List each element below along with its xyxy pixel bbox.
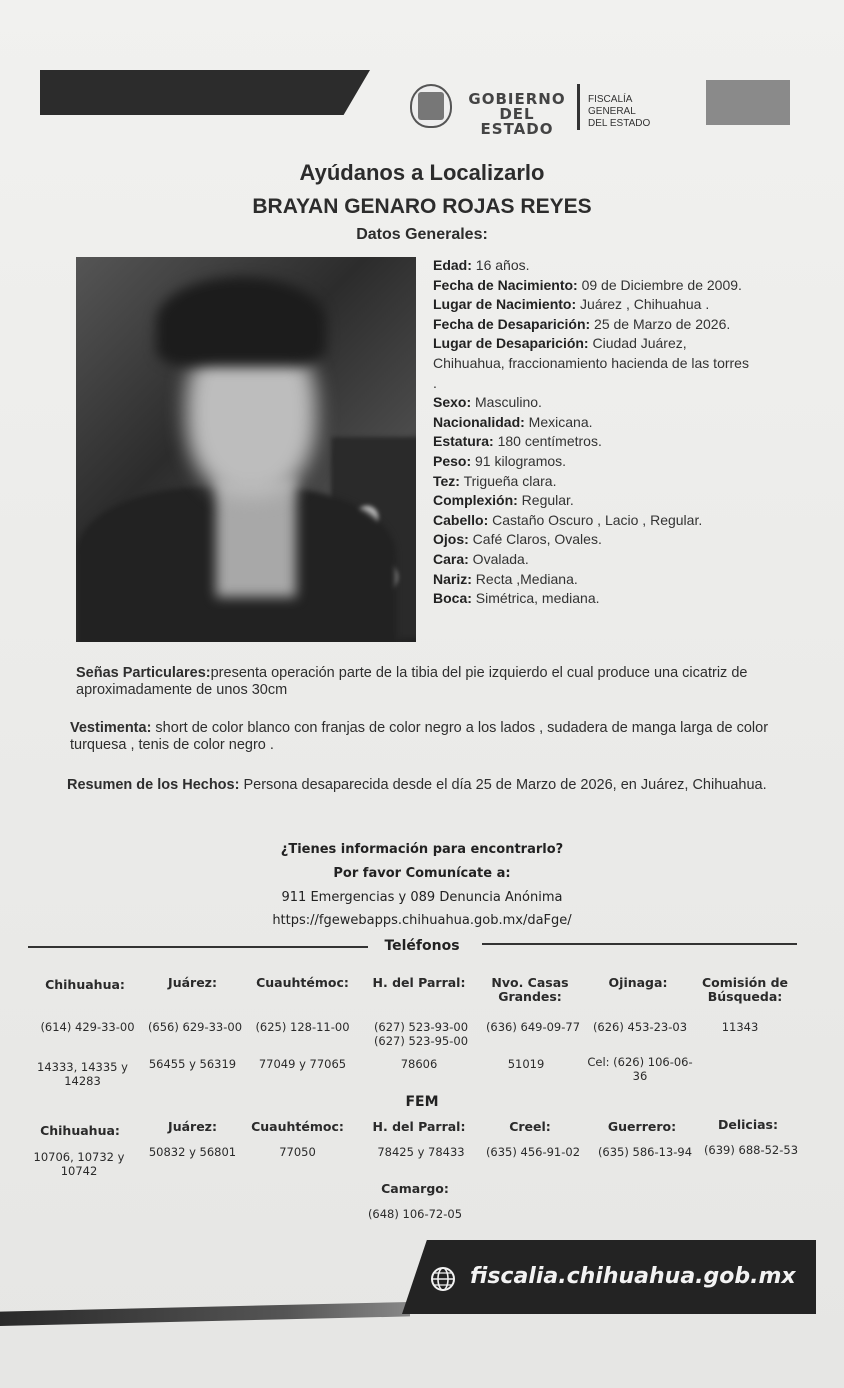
fem-header: H. del Parral: bbox=[372, 1119, 466, 1134]
fiscalia-line2: DEL ESTADO bbox=[588, 118, 651, 129]
detail-label: Peso: bbox=[433, 452, 472, 469]
detail-label: Estatura: bbox=[433, 433, 494, 450]
detail-value: 25 de Marzo de 2026. bbox=[590, 315, 731, 332]
contact-question: ¿Tienes información para encontrarlo? bbox=[280, 842, 564, 857]
contact-favor: Por favor Comunícate a: bbox=[333, 866, 511, 881]
detail-row bbox=[433, 276, 753, 296]
detail-label: Complexión: bbox=[433, 492, 518, 509]
detail-value: 180 centímetros. bbox=[493, 433, 602, 450]
detail-row bbox=[433, 315, 753, 335]
vestimenta-value: short de color blanco con franjas de color negro a los lados , sudadera de manga larga de color turquesa , tenis de color negro . bbox=[70, 720, 769, 753]
section-heading: Datos Generales: bbox=[356, 226, 488, 243]
fiscalia-line1: FISCALÍA GENERAL bbox=[588, 94, 636, 117]
senas-label: Señas Particulares: bbox=[76, 665, 211, 681]
vestimenta bbox=[70, 720, 770, 754]
detail-row bbox=[433, 491, 753, 511]
detail-row bbox=[433, 413, 753, 433]
tel-header: Cuauhtémoc: bbox=[256, 975, 349, 990]
fiscalia-logo-text bbox=[588, 94, 678, 130]
detail-label: Edad: bbox=[433, 257, 472, 273]
fem-header: Creel: bbox=[509, 1119, 551, 1134]
tel-cell: (636) 649-09-77 bbox=[485, 1020, 581, 1034]
tel-cell: 51019 bbox=[507, 1057, 545, 1071]
detail-value: Ciudad Juárez, Chihuahua, fraccionamiento hacienda de las torres . bbox=[433, 335, 749, 391]
tel-header: Chihuahua: bbox=[45, 977, 125, 992]
fem-header: Guerrero: bbox=[607, 1119, 677, 1134]
detail-label: Ojos: bbox=[433, 531, 469, 548]
contact-emergencias: 911 Emergencias y 089 Denuncia Anónima bbox=[281, 890, 563, 905]
resumen-label: Resumen de los Hechos: bbox=[67, 777, 240, 793]
tel-header: Juárez: bbox=[168, 975, 217, 990]
camargo-label: Camargo: bbox=[381, 1181, 449, 1196]
detail-row bbox=[433, 472, 753, 492]
gobierno-line2: DEL ESTADO bbox=[480, 105, 554, 138]
details-list bbox=[433, 256, 753, 609]
person-name: BRAYAN GENARO ROJAS REYES bbox=[252, 195, 592, 218]
page-title: Ayúdanos a Localizarlo bbox=[299, 160, 545, 185]
fem-cell: 77050 bbox=[279, 1145, 316, 1159]
footer-strip bbox=[0, 1302, 410, 1326]
senas-value: presenta operación parte de la tibia del pie izquierdo el cual produce una cicatriz de aproximadamente de unos 30cm bbox=[76, 665, 748, 698]
detail-label: Lugar de Desaparición: bbox=[433, 335, 589, 352]
detail-row bbox=[433, 511, 753, 531]
fem-cell: 10706, 10732 y 10742 bbox=[33, 1150, 125, 1178]
fem-header: Juárez: bbox=[168, 1119, 217, 1134]
detail-label: Boca: bbox=[433, 590, 472, 607]
senas-particulares bbox=[76, 665, 766, 699]
detail-row bbox=[433, 334, 753, 393]
fem-cell: (639) 688-52-53 bbox=[703, 1143, 799, 1157]
resumen-hechos bbox=[67, 777, 777, 794]
tel-header: H. del Parral: bbox=[372, 975, 466, 990]
tel-cell: (614) 429-33-00 bbox=[40, 1020, 135, 1034]
detail-label: Fecha de Desaparición: bbox=[433, 315, 591, 332]
gobierno-logo-text bbox=[462, 92, 572, 137]
fem-cell: 50832 y 56801 bbox=[148, 1145, 237, 1159]
state-seal-icon bbox=[410, 84, 452, 128]
detail-row bbox=[433, 589, 753, 609]
detail-value: Masculino. bbox=[471, 394, 542, 411]
detail-row bbox=[433, 570, 753, 590]
detail-value: Café Claros, Ovales. bbox=[468, 531, 602, 548]
detail-row bbox=[433, 393, 753, 413]
tel-cell: 11343 bbox=[721, 1020, 759, 1034]
detail-row bbox=[433, 550, 753, 570]
tel-cell: (626) 453-23-03 bbox=[592, 1020, 688, 1034]
detail-row bbox=[433, 530, 753, 550]
tel-cell: 77049 y 77065 bbox=[258, 1057, 347, 1071]
detail-value: Recta ,Mediana. bbox=[471, 570, 578, 587]
detail-label: Fecha de Nacimiento: bbox=[433, 276, 578, 293]
detail-value: Regular. bbox=[517, 492, 574, 509]
tel-header: Comisión de Búsqueda: bbox=[701, 975, 789, 1004]
tel-header: Ojinaga: bbox=[608, 975, 668, 990]
tel-cell: (656) 629-33-00 bbox=[147, 1020, 243, 1034]
detail-label: Cabello: bbox=[433, 511, 489, 528]
detail-value: 09 de Diciembre de 2009. bbox=[577, 276, 742, 293]
fem-title: FEM bbox=[405, 1094, 439, 1110]
detail-value: Simétrica, mediana. bbox=[471, 590, 600, 607]
fem-cell: (635) 456-91-02 bbox=[485, 1145, 581, 1159]
detail-value: Juárez , Chihuahua . bbox=[576, 296, 710, 313]
header-gray-band bbox=[706, 80, 790, 125]
detail-label: Tez: bbox=[433, 472, 460, 489]
person-photo bbox=[76, 257, 416, 642]
detail-value: Mexicana. bbox=[524, 413, 593, 430]
fem-header: Cuauhtémoc: bbox=[251, 1119, 344, 1134]
logo-divider bbox=[577, 84, 580, 130]
tel-cell: 14333, 14335 y 14283 bbox=[37, 1060, 128, 1088]
header-dark-band bbox=[40, 70, 370, 115]
detail-value: 91 kilogramos. bbox=[471, 452, 567, 469]
gobierno-line1: GOBIERNO bbox=[468, 90, 566, 108]
detail-value: Castaño Oscuro , Lacio , Regular. bbox=[488, 511, 703, 528]
fem-header: Chihuahua: bbox=[40, 1123, 120, 1138]
tel-cell: Cel: (626) 106-06-36 bbox=[587, 1055, 693, 1083]
detail-value: Trigueña clara. bbox=[459, 472, 557, 489]
detail-row bbox=[433, 432, 753, 452]
contact-url[interactable]: https://fgewebapps.chihuahua.gob.mx/daFge/ bbox=[272, 913, 572, 928]
fem-header: Delicias: bbox=[718, 1117, 778, 1132]
footer-website-link[interactable]: fiscalia.chihuahua.gob.mx bbox=[470, 1264, 796, 1289]
detail-value: 16 años. bbox=[471, 257, 530, 273]
detail-row bbox=[433, 256, 753, 276]
detail-label: Cara: bbox=[433, 550, 469, 567]
telefonos-title: Teléfonos bbox=[384, 938, 460, 954]
fem-cell: (635) 586-13-94 bbox=[597, 1145, 693, 1159]
detail-label: Nacionalidad: bbox=[433, 413, 525, 430]
vestimenta-label: Vestimenta: bbox=[70, 720, 152, 736]
tel-cell: (627) 523-93-00 (627) 523-95-00 bbox=[373, 1020, 469, 1048]
detail-row bbox=[433, 295, 753, 315]
tel-header: Nvo. Casas Grandes: bbox=[491, 975, 569, 1004]
fem-cell: 78425 y 78433 bbox=[377, 1145, 465, 1159]
tel-cell: 56455 y 56319 bbox=[148, 1057, 237, 1071]
globe-icon bbox=[430, 1266, 456, 1292]
divider-right bbox=[482, 943, 797, 945]
camargo-value: (648) 106-72-05 bbox=[367, 1207, 463, 1221]
detail-label: Nariz: bbox=[433, 570, 472, 587]
detail-label: Sexo: bbox=[433, 394, 472, 411]
resumen-value: Persona desaparecida desde el día 25 de Marzo de 2026, en Juárez, Chihuahua. bbox=[239, 777, 767, 793]
detail-row bbox=[433, 452, 753, 472]
tel-cell: (625) 128-11-00 bbox=[255, 1020, 350, 1034]
detail-label: Lugar de Nacimiento: bbox=[433, 296, 577, 313]
tel-cell: 78606 bbox=[400, 1057, 438, 1071]
detail-value: Ovalada. bbox=[468, 550, 529, 567]
